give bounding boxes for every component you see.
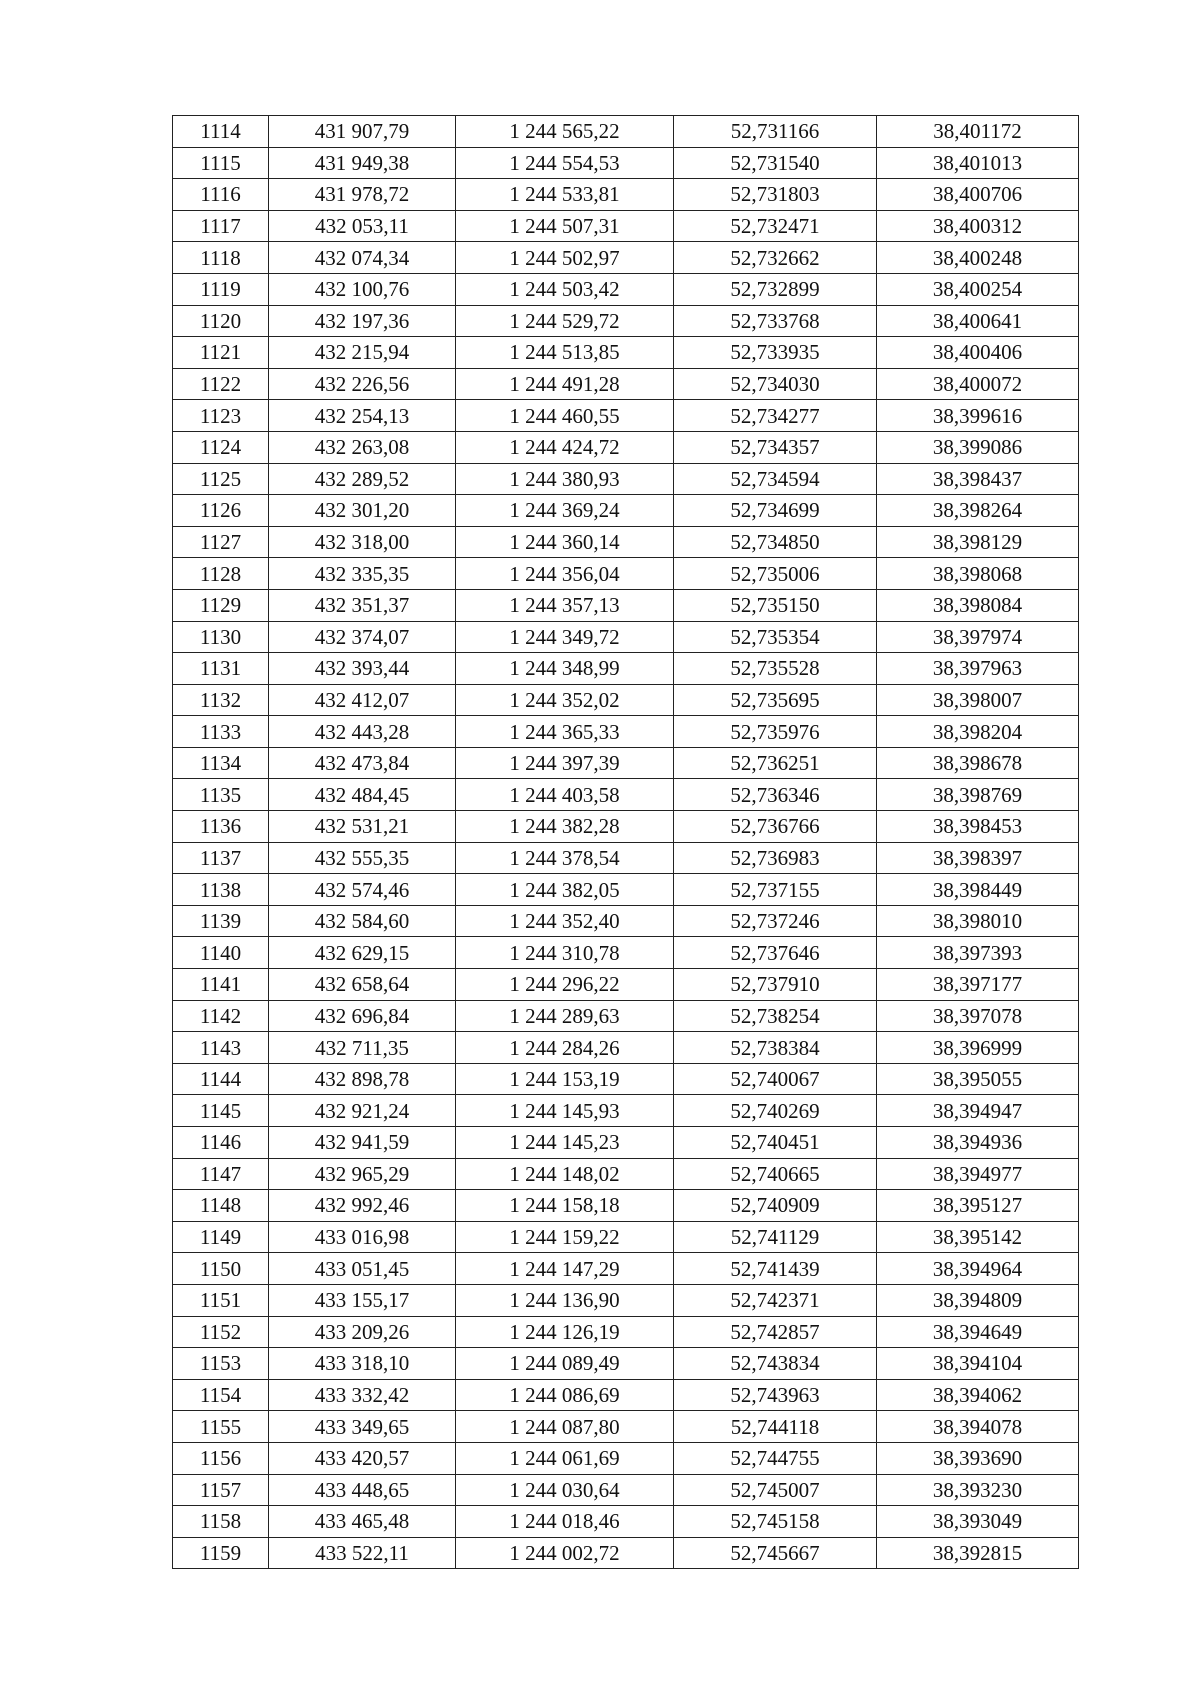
x-coordinate-cell: 432 555,35	[269, 842, 456, 874]
longitude-cell: 38,397974	[877, 621, 1079, 653]
latitude-cell: 52,736251	[674, 747, 877, 779]
point-number-cell: 1136	[173, 811, 269, 843]
table-row	[173, 273, 1079, 305]
latitude-cell: 52,740067	[674, 1063, 877, 1095]
point-number-cell: 1118	[173, 242, 269, 274]
table-row	[173, 937, 1079, 969]
table-row	[173, 1316, 1079, 1348]
y-coordinate-cell: 1 244 030,64	[456, 1474, 674, 1506]
longitude-cell: 38,395142	[877, 1221, 1079, 1253]
latitude-cell: 52,733935	[674, 337, 877, 369]
point-number-cell: 1123	[173, 400, 269, 432]
table-row	[173, 1000, 1079, 1032]
x-coordinate-cell: 432 289,52	[269, 463, 456, 495]
y-coordinate-cell: 1 244 158,18	[456, 1190, 674, 1222]
table-row	[173, 684, 1079, 716]
y-coordinate-cell: 1 244 503,42	[456, 273, 674, 305]
latitude-cell: 52,731166	[674, 116, 877, 148]
latitude-cell: 52,745007	[674, 1474, 877, 1506]
y-coordinate-cell: 1 244 145,23	[456, 1127, 674, 1159]
longitude-cell: 38,397078	[877, 1000, 1079, 1032]
y-coordinate-cell: 1 244 360,14	[456, 526, 674, 558]
point-number-cell: 1135	[173, 779, 269, 811]
table-row	[173, 621, 1079, 653]
y-coordinate-cell: 1 244 357,13	[456, 589, 674, 621]
longitude-cell: 38,398007	[877, 684, 1079, 716]
latitude-cell: 52,737246	[674, 905, 877, 937]
y-coordinate-cell: 1 244 087,80	[456, 1411, 674, 1443]
x-coordinate-cell: 432 226,56	[269, 368, 456, 400]
longitude-cell: 38,400641	[877, 305, 1079, 337]
x-coordinate-cell: 433 209,26	[269, 1316, 456, 1348]
latitude-cell: 52,741129	[674, 1221, 877, 1253]
point-number-cell: 1133	[173, 716, 269, 748]
point-number-cell: 1124	[173, 431, 269, 463]
table-row	[173, 495, 1079, 527]
point-number-cell: 1122	[173, 368, 269, 400]
latitude-cell: 52,737646	[674, 937, 877, 969]
table-row	[173, 210, 1079, 242]
x-coordinate-cell: 432 254,13	[269, 400, 456, 432]
point-number-cell: 1128	[173, 558, 269, 590]
longitude-cell: 38,398437	[877, 463, 1079, 495]
x-coordinate-cell: 433 318,10	[269, 1348, 456, 1380]
latitude-cell: 52,734594	[674, 463, 877, 495]
latitude-cell: 52,734699	[674, 495, 877, 527]
x-coordinate-cell: 432 473,84	[269, 747, 456, 779]
table-row	[173, 1348, 1079, 1380]
latitude-cell: 52,734030	[674, 368, 877, 400]
x-coordinate-cell: 433 349,65	[269, 1411, 456, 1443]
latitude-cell: 52,734277	[674, 400, 877, 432]
table-row	[173, 400, 1079, 432]
y-coordinate-cell: 1 244 380,93	[456, 463, 674, 495]
longitude-cell: 38,394936	[877, 1127, 1079, 1159]
point-number-cell: 1142	[173, 1000, 269, 1032]
x-coordinate-cell: 431 978,72	[269, 179, 456, 211]
x-coordinate-cell: 432 197,36	[269, 305, 456, 337]
x-coordinate-cell: 432 412,07	[269, 684, 456, 716]
point-number-cell: 1126	[173, 495, 269, 527]
point-number-cell: 1121	[173, 337, 269, 369]
table-row	[173, 1221, 1079, 1253]
x-coordinate-cell: 432 393,44	[269, 653, 456, 685]
table-row	[173, 653, 1079, 685]
table-row	[173, 147, 1079, 179]
longitude-cell: 38,396999	[877, 1032, 1079, 1064]
table-row	[173, 1032, 1079, 1064]
longitude-cell: 38,392815	[877, 1537, 1079, 1569]
x-coordinate-cell: 432 318,00	[269, 526, 456, 558]
table-row	[173, 779, 1079, 811]
latitude-cell: 52,745667	[674, 1537, 877, 1569]
longitude-cell: 38,397963	[877, 653, 1079, 685]
x-coordinate-cell: 433 155,17	[269, 1284, 456, 1316]
latitude-cell: 52,745158	[674, 1506, 877, 1538]
y-coordinate-cell: 1 244 289,63	[456, 1000, 674, 1032]
latitude-cell: 52,735354	[674, 621, 877, 653]
table-row	[173, 1253, 1079, 1285]
point-number-cell: 1156	[173, 1442, 269, 1474]
table-row	[173, 969, 1079, 1001]
point-number-cell: 1141	[173, 969, 269, 1001]
table-row	[173, 811, 1079, 843]
latitude-cell: 52,732662	[674, 242, 877, 274]
latitude-cell: 52,732899	[674, 273, 877, 305]
point-number-cell: 1138	[173, 874, 269, 906]
y-coordinate-cell: 1 244 284,26	[456, 1032, 674, 1064]
latitude-cell: 52,735528	[674, 653, 877, 685]
x-coordinate-cell: 432 351,37	[269, 589, 456, 621]
point-number-cell: 1155	[173, 1411, 269, 1443]
y-coordinate-cell: 1 244 310,78	[456, 937, 674, 969]
longitude-cell: 38,394964	[877, 1253, 1079, 1285]
x-coordinate-cell: 432 574,46	[269, 874, 456, 906]
latitude-cell: 52,744755	[674, 1442, 877, 1474]
x-coordinate-cell: 432 629,15	[269, 937, 456, 969]
x-coordinate-cell: 433 420,57	[269, 1442, 456, 1474]
point-number-cell: 1150	[173, 1253, 269, 1285]
point-number-cell: 1117	[173, 210, 269, 242]
y-coordinate-cell: 1 244 153,19	[456, 1063, 674, 1095]
longitude-cell: 38,398204	[877, 716, 1079, 748]
table-row	[173, 1411, 1079, 1443]
x-coordinate-cell: 432 531,21	[269, 811, 456, 843]
table-row	[173, 1127, 1079, 1159]
x-coordinate-cell: 432 484,45	[269, 779, 456, 811]
y-coordinate-cell: 1 244 061,69	[456, 1442, 674, 1474]
x-coordinate-cell: 432 658,64	[269, 969, 456, 1001]
longitude-cell: 38,397393	[877, 937, 1079, 969]
x-coordinate-cell: 432 898,78	[269, 1063, 456, 1095]
longitude-cell: 38,399086	[877, 431, 1079, 463]
longitude-cell: 38,400248	[877, 242, 1079, 274]
x-coordinate-cell: 432 992,46	[269, 1190, 456, 1222]
latitude-cell: 52,741439	[674, 1253, 877, 1285]
point-number-cell: 1116	[173, 179, 269, 211]
y-coordinate-cell: 1 244 352,02	[456, 684, 674, 716]
longitude-cell: 38,398397	[877, 842, 1079, 874]
x-coordinate-cell: 433 465,48	[269, 1506, 456, 1538]
table-row	[173, 905, 1079, 937]
latitude-cell: 52,738384	[674, 1032, 877, 1064]
point-number-cell: 1151	[173, 1284, 269, 1316]
y-coordinate-cell: 1 244 397,39	[456, 747, 674, 779]
longitude-cell: 38,401172	[877, 116, 1079, 148]
x-coordinate-cell: 432 584,60	[269, 905, 456, 937]
latitude-cell: 52,734357	[674, 431, 877, 463]
x-coordinate-cell: 432 941,59	[269, 1127, 456, 1159]
latitude-cell: 52,738254	[674, 1000, 877, 1032]
point-number-cell: 1140	[173, 937, 269, 969]
table-row	[173, 716, 1079, 748]
table-row	[173, 368, 1079, 400]
y-coordinate-cell: 1 244 147,29	[456, 1253, 674, 1285]
x-coordinate-cell: 432 711,35	[269, 1032, 456, 1064]
point-number-cell: 1132	[173, 684, 269, 716]
point-number-cell: 1147	[173, 1158, 269, 1190]
x-coordinate-cell: 431 907,79	[269, 116, 456, 148]
x-coordinate-cell: 432 374,07	[269, 621, 456, 653]
y-coordinate-cell: 1 244 424,72	[456, 431, 674, 463]
table-row	[173, 431, 1079, 463]
x-coordinate-cell: 433 448,65	[269, 1474, 456, 1506]
y-coordinate-cell: 1 244 382,28	[456, 811, 674, 843]
point-number-cell: 1115	[173, 147, 269, 179]
x-coordinate-cell: 433 016,98	[269, 1221, 456, 1253]
y-coordinate-cell: 1 244 089,49	[456, 1348, 674, 1380]
latitude-cell: 52,740909	[674, 1190, 877, 1222]
longitude-cell: 38,397177	[877, 969, 1079, 1001]
latitude-cell: 52,731803	[674, 179, 877, 211]
y-coordinate-cell: 1 244 018,46	[456, 1506, 674, 1538]
point-number-cell: 1148	[173, 1190, 269, 1222]
y-coordinate-cell: 1 244 296,22	[456, 969, 674, 1001]
x-coordinate-cell: 432 965,29	[269, 1158, 456, 1190]
point-number-cell: 1157	[173, 1474, 269, 1506]
latitude-cell: 52,737155	[674, 874, 877, 906]
latitude-cell: 52,737910	[674, 969, 877, 1001]
table-row	[173, 1095, 1079, 1127]
x-coordinate-cell: 431 949,38	[269, 147, 456, 179]
latitude-cell: 52,740665	[674, 1158, 877, 1190]
longitude-cell: 38,400254	[877, 273, 1079, 305]
y-coordinate-cell: 1 244 378,54	[456, 842, 674, 874]
y-coordinate-cell: 1 244 369,24	[456, 495, 674, 527]
latitude-cell: 52,740451	[674, 1127, 877, 1159]
longitude-cell: 38,394649	[877, 1316, 1079, 1348]
table-row	[173, 747, 1079, 779]
longitude-cell: 38,400072	[877, 368, 1079, 400]
table-row	[173, 558, 1079, 590]
longitude-cell: 38,398084	[877, 589, 1079, 621]
table-row	[173, 589, 1079, 621]
y-coordinate-cell: 1 244 136,90	[456, 1284, 674, 1316]
y-coordinate-cell: 1 244 148,02	[456, 1158, 674, 1190]
latitude-cell: 52,733768	[674, 305, 877, 337]
longitude-cell: 38,398264	[877, 495, 1079, 527]
longitude-cell: 38,395055	[877, 1063, 1079, 1095]
y-coordinate-cell: 1 244 533,81	[456, 179, 674, 211]
point-number-cell: 1120	[173, 305, 269, 337]
table-row	[173, 337, 1079, 369]
latitude-cell: 52,736346	[674, 779, 877, 811]
x-coordinate-cell: 433 522,11	[269, 1537, 456, 1569]
x-coordinate-cell: 432 443,28	[269, 716, 456, 748]
x-coordinate-cell: 433 051,45	[269, 1253, 456, 1285]
longitude-cell: 38,394062	[877, 1379, 1079, 1411]
coordinates-table-body	[173, 116, 1079, 1569]
longitude-cell: 38,393049	[877, 1506, 1079, 1538]
latitude-cell: 52,742371	[674, 1284, 877, 1316]
point-number-cell: 1153	[173, 1348, 269, 1380]
y-coordinate-cell: 1 244 554,53	[456, 147, 674, 179]
y-coordinate-cell: 1 244 491,28	[456, 368, 674, 400]
point-number-cell: 1144	[173, 1063, 269, 1095]
longitude-cell: 38,394977	[877, 1158, 1079, 1190]
point-number-cell: 1145	[173, 1095, 269, 1127]
longitude-cell: 38,398449	[877, 874, 1079, 906]
point-number-cell: 1119	[173, 273, 269, 305]
table-row	[173, 242, 1079, 274]
longitude-cell: 38,398129	[877, 526, 1079, 558]
x-coordinate-cell: 432 301,20	[269, 495, 456, 527]
latitude-cell: 52,732471	[674, 210, 877, 242]
y-coordinate-cell: 1 244 382,05	[456, 874, 674, 906]
table-row	[173, 526, 1079, 558]
x-coordinate-cell: 432 263,08	[269, 431, 456, 463]
longitude-cell: 38,400706	[877, 179, 1079, 211]
y-coordinate-cell: 1 244 529,72	[456, 305, 674, 337]
y-coordinate-cell: 1 244 365,33	[456, 716, 674, 748]
longitude-cell: 38,398068	[877, 558, 1079, 590]
longitude-cell: 38,398010	[877, 905, 1079, 937]
table-row	[173, 1190, 1079, 1222]
y-coordinate-cell: 1 244 126,19	[456, 1316, 674, 1348]
longitude-cell: 38,394947	[877, 1095, 1079, 1127]
table-row	[173, 1158, 1079, 1190]
x-coordinate-cell: 432 053,11	[269, 210, 456, 242]
point-number-cell: 1154	[173, 1379, 269, 1411]
point-number-cell: 1127	[173, 526, 269, 558]
table-row	[173, 1442, 1079, 1474]
longitude-cell: 38,401013	[877, 147, 1079, 179]
longitude-cell: 38,398678	[877, 747, 1079, 779]
longitude-cell: 38,395127	[877, 1190, 1079, 1222]
latitude-cell: 52,735150	[674, 589, 877, 621]
y-coordinate-cell: 1 244 502,97	[456, 242, 674, 274]
point-number-cell: 1159	[173, 1537, 269, 1569]
x-coordinate-cell: 432 074,34	[269, 242, 456, 274]
point-number-cell: 1152	[173, 1316, 269, 1348]
point-number-cell: 1129	[173, 589, 269, 621]
latitude-cell: 52,743963	[674, 1379, 877, 1411]
table-row	[173, 1063, 1079, 1095]
table-row	[173, 179, 1079, 211]
table-row	[173, 1379, 1079, 1411]
point-number-cell: 1114	[173, 116, 269, 148]
longitude-cell: 38,393690	[877, 1442, 1079, 1474]
point-number-cell: 1158	[173, 1506, 269, 1538]
longitude-cell: 38,398769	[877, 779, 1079, 811]
table-row	[173, 1474, 1079, 1506]
latitude-cell: 52,735695	[674, 684, 877, 716]
y-coordinate-cell: 1 244 460,55	[456, 400, 674, 432]
x-coordinate-cell: 432 335,35	[269, 558, 456, 590]
y-coordinate-cell: 1 244 159,22	[456, 1221, 674, 1253]
point-number-cell: 1125	[173, 463, 269, 495]
table-row	[173, 116, 1079, 148]
latitude-cell: 52,735976	[674, 716, 877, 748]
table-row	[173, 1506, 1079, 1538]
longitude-cell: 38,394809	[877, 1284, 1079, 1316]
longitude-cell: 38,394104	[877, 1348, 1079, 1380]
y-coordinate-cell: 1 244 352,40	[456, 905, 674, 937]
latitude-cell: 52,742857	[674, 1316, 877, 1348]
y-coordinate-cell: 1 244 565,22	[456, 116, 674, 148]
longitude-cell: 38,398453	[877, 811, 1079, 843]
longitude-cell: 38,399616	[877, 400, 1079, 432]
latitude-cell: 52,740269	[674, 1095, 877, 1127]
y-coordinate-cell: 1 244 356,04	[456, 558, 674, 590]
table-row	[173, 1284, 1079, 1316]
table-row	[173, 874, 1079, 906]
x-coordinate-cell: 432 696,84	[269, 1000, 456, 1032]
point-number-cell: 1130	[173, 621, 269, 653]
longitude-cell: 38,393230	[877, 1474, 1079, 1506]
y-coordinate-cell: 1 244 513,85	[456, 337, 674, 369]
latitude-cell: 52,734850	[674, 526, 877, 558]
longitude-cell: 38,394078	[877, 1411, 1079, 1443]
y-coordinate-cell: 1 244 348,99	[456, 653, 674, 685]
point-number-cell: 1149	[173, 1221, 269, 1253]
latitude-cell: 52,736766	[674, 811, 877, 843]
x-coordinate-cell: 432 921,24	[269, 1095, 456, 1127]
y-coordinate-cell: 1 244 002,72	[456, 1537, 674, 1569]
longitude-cell: 38,400406	[877, 337, 1079, 369]
table-row	[173, 463, 1079, 495]
x-coordinate-cell: 433 332,42	[269, 1379, 456, 1411]
table-row	[173, 305, 1079, 337]
table-row	[173, 842, 1079, 874]
point-number-cell: 1134	[173, 747, 269, 779]
coordinates-table	[172, 115, 1079, 1569]
point-number-cell: 1139	[173, 905, 269, 937]
latitude-cell: 52,743834	[674, 1348, 877, 1380]
y-coordinate-cell: 1 244 403,58	[456, 779, 674, 811]
latitude-cell: 52,736983	[674, 842, 877, 874]
y-coordinate-cell: 1 244 349,72	[456, 621, 674, 653]
longitude-cell: 38,400312	[877, 210, 1079, 242]
table-row	[173, 1537, 1079, 1569]
x-coordinate-cell: 432 100,76	[269, 273, 456, 305]
y-coordinate-cell: 1 244 145,93	[456, 1095, 674, 1127]
point-number-cell: 1137	[173, 842, 269, 874]
x-coordinate-cell: 432 215,94	[269, 337, 456, 369]
point-number-cell: 1143	[173, 1032, 269, 1064]
point-number-cell: 1146	[173, 1127, 269, 1159]
latitude-cell: 52,735006	[674, 558, 877, 590]
latitude-cell: 52,731540	[674, 147, 877, 179]
y-coordinate-cell: 1 244 086,69	[456, 1379, 674, 1411]
latitude-cell: 52,744118	[674, 1411, 877, 1443]
point-number-cell: 1131	[173, 653, 269, 685]
y-coordinate-cell: 1 244 507,31	[456, 210, 674, 242]
